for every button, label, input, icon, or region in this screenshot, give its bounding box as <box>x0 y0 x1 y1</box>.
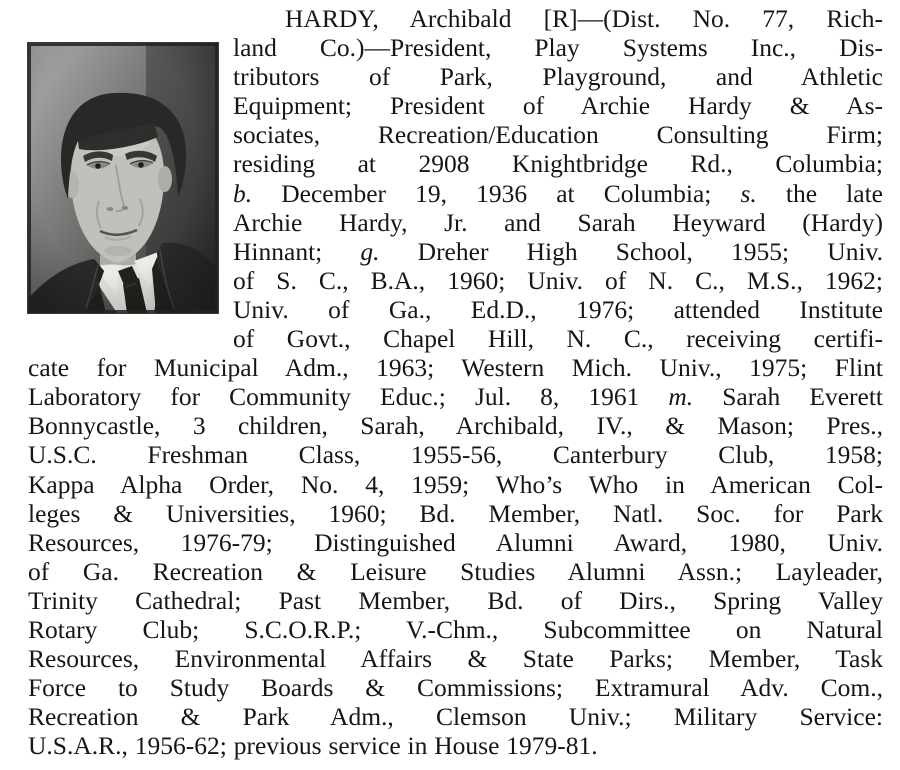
text-line: Resources, 1976-79; Distinguished Alumni Award, 1980, Univ. <box>28 527 883 557</box>
text-line: of Govt., Chapel Hill, N. C., receiving certifi- <box>233 324 883 354</box>
text-line: residing at 2908 Knightbridge Rd., Columbia; <box>233 149 883 179</box>
text-line: U.S.C. Freshman Class, 1955-56, Canterbury Club, 1958; <box>28 440 883 470</box>
text-line: of S. C., B.A., 1960; Univ. of N. C., M.S., 1962; <box>233 265 883 295</box>
text-line: of Ga. Recreation & Leisure Studies Alumni Assn.; Layleader, <box>28 556 883 586</box>
text-line: land Co.)—President, Play Systems Inc., Dis- <box>233 33 883 63</box>
text-line: Laboratory for Community Educ.; Jul. 8, 1961 m. Sarah Everett <box>28 382 883 412</box>
text-line: U.S.A.R., 1956-62; previous service in House 1979-81. <box>28 731 598 761</box>
text-line: Trinity Cathedral; Past Member, Bd. of Dirs., Spring Valley <box>28 585 883 615</box>
text-line: Bonnycastle, 3 children, Sarah, Archibald, IV., & Mason; Pres., <box>28 411 883 441</box>
text-line: tributors of Park, Playground, and Athletic <box>233 62 883 92</box>
text-line: Rotary Club; S.C.O.R.P.; V.-Chm., Subcommittee on Natural <box>28 614 883 644</box>
portrait-photo <box>28 43 218 313</box>
portrait-image <box>28 43 218 313</box>
text-line: Resources, Environmental Affairs & State Parks; Member, Task <box>28 644 883 674</box>
text-line: Equipment; President of Archie Hardy & As- <box>233 91 883 121</box>
text-line: Force to Study Boards & Commissions; Extramural Adv. Com., <box>28 673 883 703</box>
text-line: b. December 19, 1936 at Columbia; s. the late <box>233 178 883 208</box>
text-line: Recreation & Park Adm., Clemson Univ.; Military Service: <box>28 702 883 732</box>
text-line: Kappa Alpha Order, No. 4, 1959; Who’s Who in American Col- <box>28 469 883 499</box>
text-line: Univ. of Ga., Ed.D., 1976; attended Institute <box>233 294 883 324</box>
text-line: Hinnant; g. Dreher High School, 1955; Univ. <box>233 236 884 266</box>
text-line: Archie Hardy, Jr. and Sarah Heyward (Hardy) <box>233 207 883 237</box>
text-line: sociates, Recreation/Education Consulting Firm; <box>233 120 883 150</box>
text-line: cate for Municipal Adm., 1963; Western Mich. Univ., 1975; Flint <box>28 353 883 383</box>
text-line: leges & Universities, 1960; Bd. Member, Natl. Soc. for Park <box>28 498 883 528</box>
text-line: HARDY, Archibald [R]—(Dist. No. 77, Rich- <box>285 4 883 33</box>
